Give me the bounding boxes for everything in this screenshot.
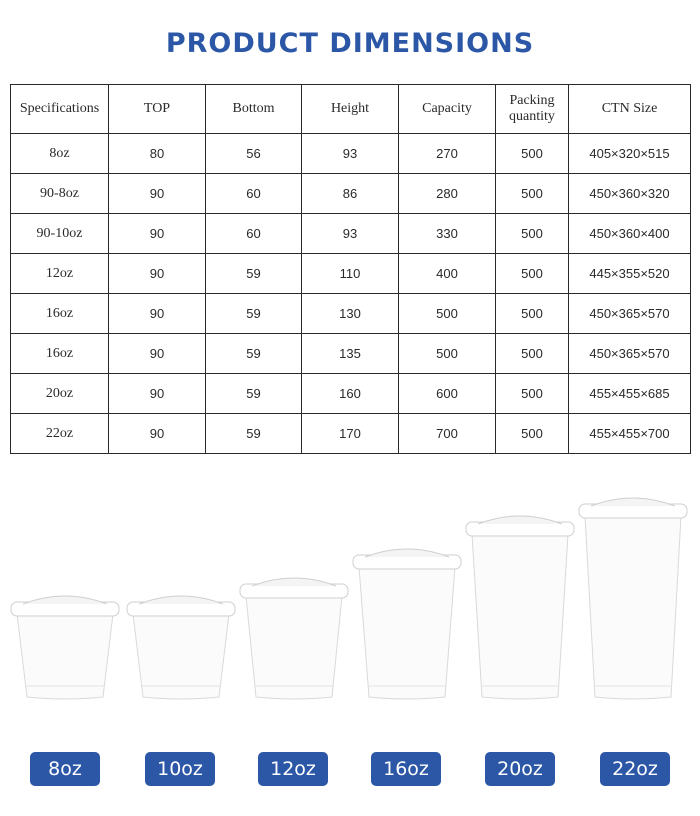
table-row: [11, 134, 691, 174]
table-cell: 130: [302, 294, 399, 334]
table-cell: 450×365×570: [569, 334, 691, 374]
table-cell: 500: [496, 374, 569, 414]
table-row: [11, 254, 691, 294]
table-cell: 60: [206, 174, 302, 214]
table-cell: 160: [302, 374, 399, 414]
cup-image: [238, 572, 350, 700]
table-cell: 59: [206, 334, 302, 374]
dimensions-table: [10, 84, 691, 454]
spec-cell: 22oz: [11, 414, 109, 454]
spec-cell: 12oz: [11, 254, 109, 294]
column-header: CTN Size: [569, 85, 691, 134]
column-header: Specifications: [11, 85, 109, 134]
table-cell: 405×320×515: [569, 134, 691, 174]
table-row: [11, 214, 691, 254]
size-badge-20oz: 20oz: [485, 752, 555, 786]
table-cell: 56: [206, 134, 302, 174]
table-cell: 170: [302, 414, 399, 454]
size-badge-16oz: 16oz: [371, 752, 441, 786]
page-title: PRODUCT DIMENSIONS: [165, 28, 535, 59]
column-header: Packing quantity: [496, 85, 569, 134]
table-row: [11, 414, 691, 454]
table-cell: 90: [109, 294, 206, 334]
table-cell: 455×455×700: [569, 414, 691, 454]
table-row: [11, 294, 691, 334]
spec-cell: 16oz: [11, 294, 109, 334]
table-header-row: [11, 85, 691, 134]
column-header: TOP: [109, 85, 206, 134]
table-cell: 90: [109, 374, 206, 414]
table-cell: 700: [399, 414, 496, 454]
table-cell: 90: [109, 414, 206, 454]
table-cell: 500: [496, 214, 569, 254]
cup-image: [9, 590, 121, 700]
spec-cell: 90-8oz: [11, 174, 109, 214]
spec-cell: 16oz: [11, 334, 109, 374]
cup-image: [125, 590, 237, 700]
table-cell: 500: [496, 294, 569, 334]
table-cell: 400: [399, 254, 496, 294]
table-cell: 59: [206, 414, 302, 454]
table-row: [11, 374, 691, 414]
table-cell: 500: [399, 294, 496, 334]
cup-image: [464, 510, 576, 700]
table-cell: 500: [496, 134, 569, 174]
table-cell: 500: [496, 254, 569, 294]
column-header: Bottom: [206, 85, 302, 134]
table-cell: 445×355×520: [569, 254, 691, 294]
spec-cell: 20oz: [11, 374, 109, 414]
table-cell: 93: [302, 134, 399, 174]
size-badge-22oz: 22oz: [600, 752, 670, 786]
table-cell: 90: [109, 334, 206, 374]
table-cell: 59: [206, 374, 302, 414]
table-cell: 60: [206, 214, 302, 254]
table-cell: 135: [302, 334, 399, 374]
table-cell: 500: [496, 414, 569, 454]
table-cell: 90: [109, 254, 206, 294]
spec-cell: 8oz: [11, 134, 109, 174]
size-badge-12oz: 12oz: [258, 752, 328, 786]
table-cell: 450×365×570: [569, 294, 691, 334]
table-cell: 86: [302, 174, 399, 214]
table-cell: 500: [496, 174, 569, 214]
cup-image: [577, 492, 689, 700]
table-cell: 500: [496, 334, 569, 374]
table-cell: 280: [399, 174, 496, 214]
cup-lineup: [0, 470, 700, 740]
size-badge-10oz: 10oz: [145, 752, 215, 786]
spec-cell: 90-10oz: [11, 214, 109, 254]
table-row: [11, 174, 691, 214]
column-header: Height: [302, 85, 399, 134]
table-cell: 600: [399, 374, 496, 414]
table-cell: 450×360×400: [569, 214, 691, 254]
table-cell: 90: [109, 214, 206, 254]
table-cell: 93: [302, 214, 399, 254]
size-badge-8oz: 8oz: [30, 752, 100, 786]
table-cell: 500: [399, 334, 496, 374]
table-cell: 450×360×320: [569, 174, 691, 214]
cup-image: [351, 543, 463, 700]
column-header: Capacity: [399, 85, 496, 134]
table-cell: 455×455×685: [569, 374, 691, 414]
table-cell: 59: [206, 294, 302, 334]
table-row: [11, 334, 691, 374]
table-cell: 270: [399, 134, 496, 174]
table-cell: 80: [109, 134, 206, 174]
table-cell: 330: [399, 214, 496, 254]
table-cell: 59: [206, 254, 302, 294]
table-cell: 110: [302, 254, 399, 294]
table-cell: 90: [109, 174, 206, 214]
